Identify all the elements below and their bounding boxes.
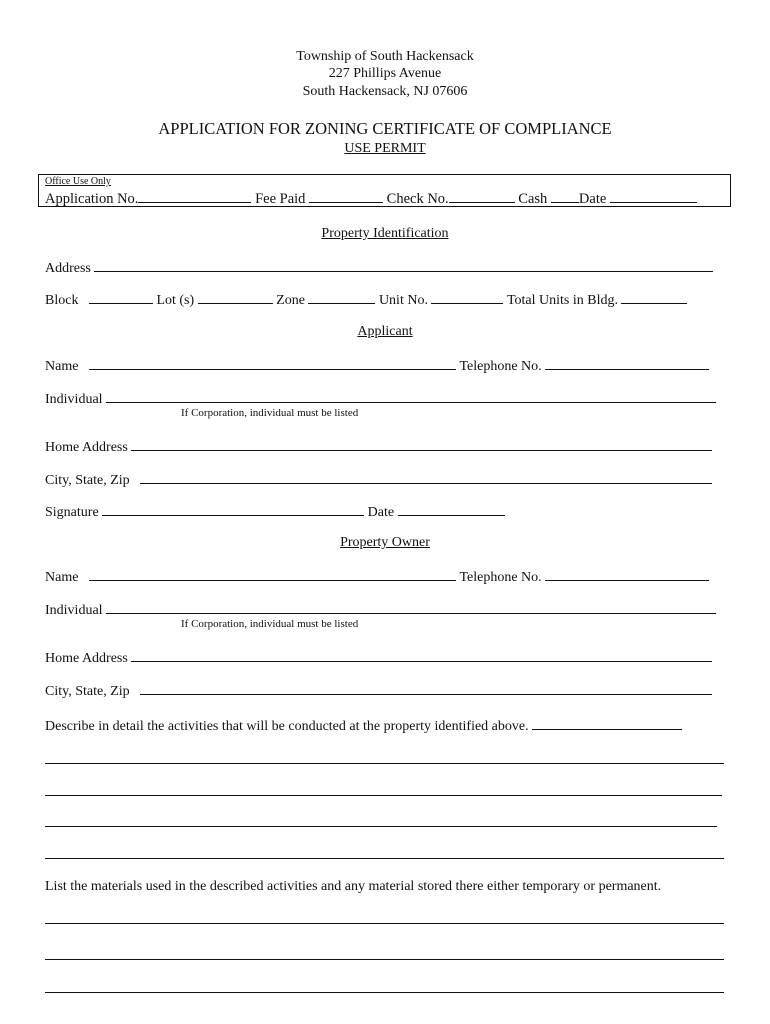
unit-no-field[interactable] [431,290,503,304]
activities-line-3[interactable] [45,795,722,796]
total-units-label: Total Units in Bldg. [506,293,618,308]
township-street: 227 Phillips Avenue [328,66,442,81]
applicant-individual-field[interactable] [106,389,716,403]
applicant-city-row [45,470,712,490]
applicant-corp-note: If Corporation, individual must be listed [181,407,359,419]
township-name: Township of South Hackensack [296,49,474,64]
applicant-individual-row [45,389,716,409]
total-units-field[interactable] [621,290,687,304]
applicant-telephone-field[interactable] [545,356,709,370]
office-date-field[interactable] [610,189,697,203]
applicant-individual-label: Individual [45,392,103,407]
activities-row [45,716,682,736]
applicant-name-label: Name [45,359,79,374]
application-no-field[interactable] [138,189,251,203]
office-use-row [45,189,697,208]
activities-prompt: Describe in detail the activities that will be conducted at the property identified above. [45,719,529,734]
lot-field[interactable] [198,290,273,304]
address-label: Address [45,261,91,276]
materials-line-3[interactable] [45,992,724,993]
fee-paid-label: Fee Paid [255,191,306,207]
owner-city-field[interactable] [140,681,712,695]
property-identification-heading: Property Identification [321,226,449,241]
lot-label: Lot (s) [156,293,195,308]
materials-prompt: List the materials used in the described activities and any material stored there either temporary or permanent. [45,879,662,894]
signature-field[interactable] [102,502,364,516]
owner-home-address-row [45,648,712,668]
cash-field[interactable] [551,189,579,203]
owner-home-address-field[interactable] [131,648,712,662]
applicant-heading: Applicant [357,324,413,339]
address-field[interactable] [94,258,713,272]
check-no-field[interactable] [449,189,515,203]
property-owner-heading: Property Owner [340,535,430,550]
application-no-label: Application No. [45,191,139,207]
owner-individual-label: Individual [45,603,103,618]
activities-line-2[interactable] [45,763,724,764]
owner-home-address-label: Home Address [45,651,128,666]
activities-line-4[interactable] [45,826,717,827]
owner-corp-note: If Corporation, individual must be listed [181,618,359,630]
owner-city-row [45,681,712,701]
township-city: South Hackensack, NJ 07606 [302,84,468,99]
block-lot-row [45,290,687,310]
owner-telephone-label: Telephone No. [459,570,542,585]
applicant-city-label: City, State, Zip [45,473,130,488]
applicant-signature-row [45,502,505,522]
office-date-label: Date [578,191,607,207]
form-subtitle: USE PERMIT [344,141,426,156]
owner-telephone-field[interactable] [545,567,709,581]
applicant-name-row [45,356,709,376]
office-use-caption: Office Use Only [45,176,111,187]
zone-field[interactable] [308,290,375,304]
zone-label: Zone [276,293,305,308]
materials-line-1[interactable] [45,923,724,924]
owner-name-label: Name [45,570,79,585]
applicant-city-field[interactable] [140,470,712,484]
check-no-label: Check No. [386,191,449,207]
applicant-home-address-row [45,437,712,457]
owner-name-field[interactable] [89,567,456,581]
cash-label: Cash [518,191,548,207]
signature-date-field[interactable] [398,502,505,516]
applicant-name-field[interactable] [89,356,456,370]
applicant-telephone-label: Telephone No. [459,359,542,374]
signature-date-label: Date [367,505,395,520]
materials-line-2[interactable] [45,959,724,960]
owner-individual-row [45,600,716,620]
signature-label: Signature [45,505,99,520]
owner-individual-field[interactable] [106,600,716,614]
unit-no-label: Unit No. [378,293,428,308]
fee-paid-field[interactable] [309,189,383,203]
address-row [45,258,713,278]
block-field[interactable] [89,290,153,304]
block-label: Block [45,293,79,308]
owner-city-label: City, State, Zip [45,684,130,699]
applicant-home-address-label: Home Address [45,440,128,455]
owner-name-row [45,567,709,587]
applicant-home-address-field[interactable] [131,437,712,451]
activities-line-5[interactable] [45,858,724,859]
form-title: APPLICATION FOR ZONING CERTIFICATE OF COMPLIANCE [158,119,612,138]
activities-field-1[interactable] [532,716,682,730]
